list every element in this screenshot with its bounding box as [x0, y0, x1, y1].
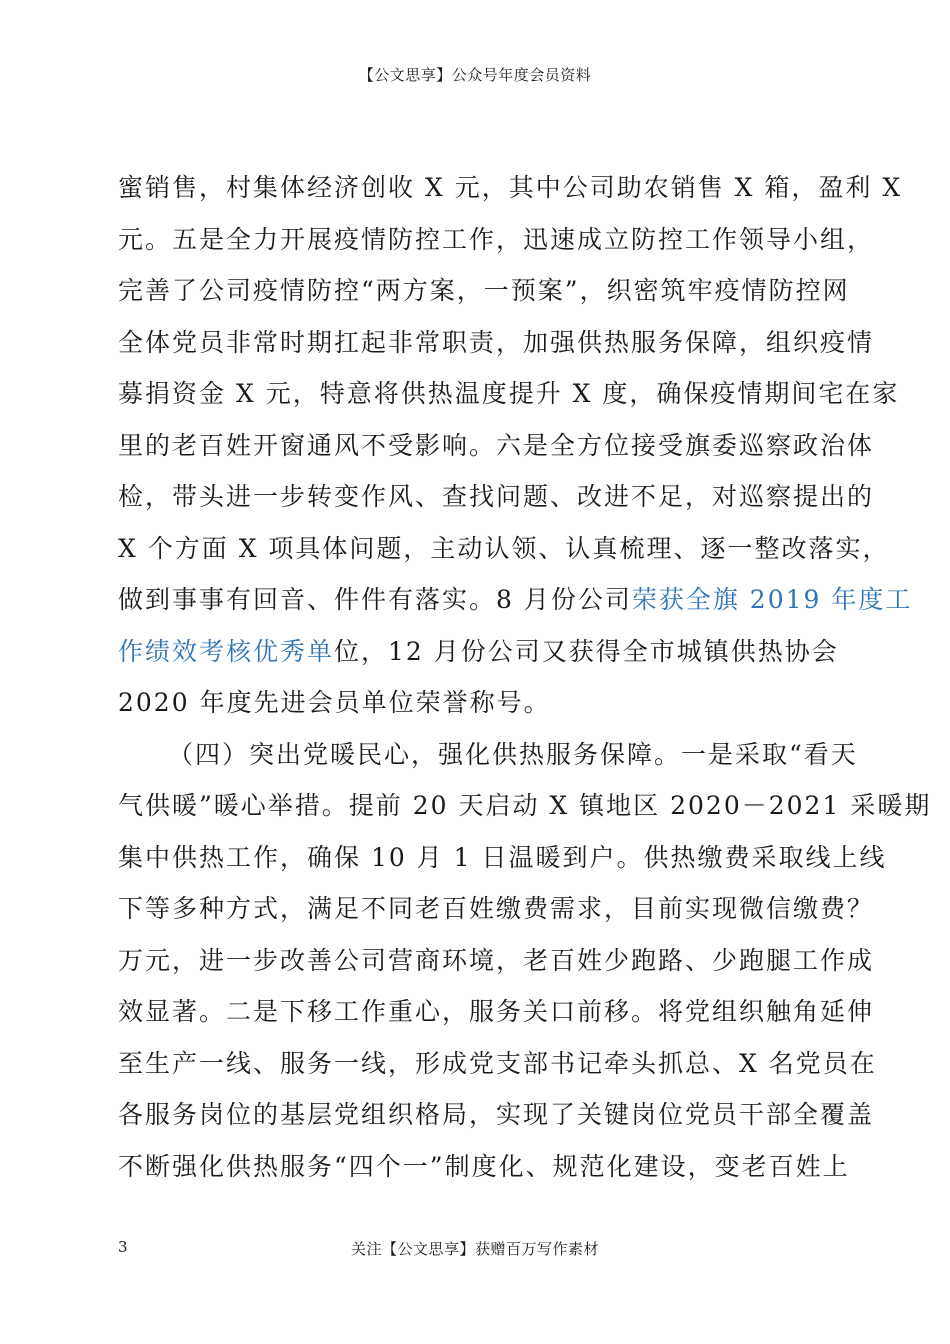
text-segment: 位，12 月份公司又获得全市城镇供热协会 — [334, 636, 839, 666]
text-line — [118, 574, 913, 626]
text-line: 不断强化供热服务“四个一”制度化、规范化建设，变老百姓上 — [118, 1151, 850, 1181]
text-line: 至生产一线、服务一线，形成党支部书记牵头抓总、X 名党员在 — [118, 1048, 877, 1078]
text-line: 集中供热工作，确保 10 月 1 日温暖到户。供热缴费采取线上线 — [118, 842, 887, 872]
text-line: 2020 年度先进会员单位荣誉称号。 — [118, 688, 551, 717]
paragraph-2 — [118, 729, 932, 1193]
text-line: 气供暖”暖心举措。提前 20 天启动 X 镇地区 2020－2021 采暖期 — [118, 791, 932, 820]
text-line: 各服务岗位的基层党组织格局，实现了关键岗位党员干部全覆盖 — [118, 1100, 875, 1129]
text-line: 全体党员非常时期扛起非常职责，加强供热服务保障，组织疫情 — [118, 327, 875, 357]
footer-text: 关注【公文思享】获赠百万写作素材 — [350, 1240, 599, 1258]
text-line: 蜜销售，村集体经济创收 X 元，其中公司助农销售 X 箱，盈利 X — [118, 173, 903, 202]
text-line: 里的老百姓开窗通风不受影响。六是全方位接受旗委巡察政治体 — [118, 430, 875, 460]
highlighted-text: 作绩效考核优秀单 — [118, 636, 335, 666]
text-line: 万元，进一步改善公司营商环境，老百姓少跑路、少跑腿工作成 — [118, 945, 875, 975]
text-line: 检，带头进一步转变作风、查找问题、改进不足，对巡察提出的 — [118, 482, 875, 511]
text-line: 元。五是全力开展疫情防控工作，迅速成立防控工作领导小组， — [118, 224, 875, 254]
text-line: 下等多种方式，满足不同老百姓缴费需求，目前实现微信缴费？ — [118, 894, 875, 923]
page-header: 【公文思享】公众号年度会员资料 — [358, 66, 592, 84]
text-segment: 做到事事有回音、件件有落实。8 月份公司 — [118, 585, 632, 614]
text-line: （四）突出党暖民心，强化供热服务保障。一是采取“看天 — [168, 739, 858, 769]
text-line: 效显著。二是下移工作重心，服务关口前移。将党组织触角延伸 — [118, 997, 875, 1026]
text-line — [118, 626, 839, 678]
text-line: 完善了公司疫情防控“两方案，一预案”，织密筑牢疫情防控网 — [118, 276, 850, 305]
paragraph-1 — [118, 162, 913, 729]
document-body — [118, 162, 932, 1192]
highlighted-text: 荣获全旗 2019 年度工 — [631, 585, 913, 614]
text-line: 募捐资金 X 元，特意将供热温度提升 X 度，确保疫情期间宅在家 — [118, 379, 900, 408]
page-number: 3 — [118, 1238, 128, 1256]
text-line: X 个方面 X 项具体问题，主动认领、认真梳理、逐一整改落实， — [118, 533, 890, 563]
